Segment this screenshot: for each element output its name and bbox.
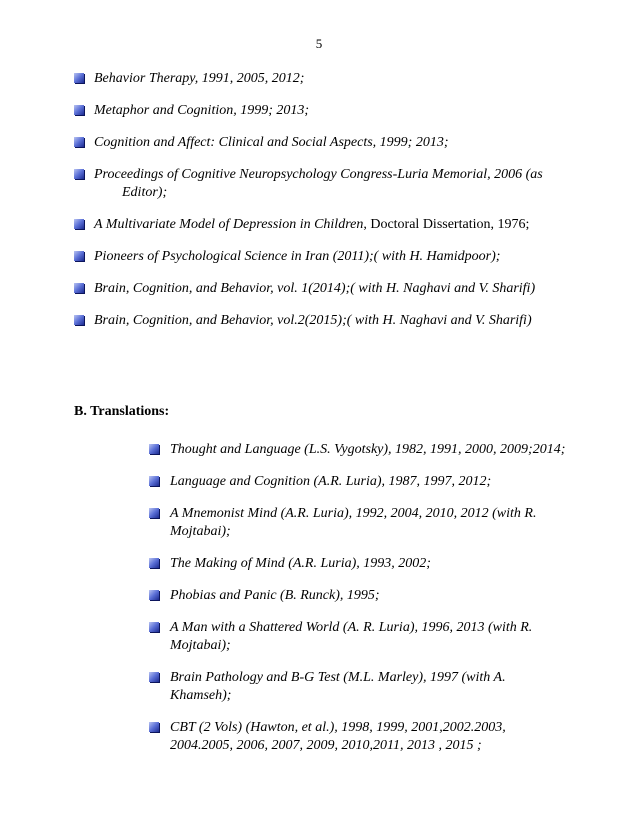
list-item: The Making of Mind (A.R. Luria), 1993, 2002; bbox=[149, 555, 587, 573]
square-bullet-icon bbox=[149, 558, 159, 568]
square-bullet-icon bbox=[149, 444, 159, 454]
square-bullet-icon bbox=[74, 283, 84, 293]
list-item: Behavior Therapy, 1991, 2005, 2012; bbox=[74, 70, 594, 88]
list-item: Brain, Cognition, and Behavior, vol.2(2015);( with H. Naghavi and V. Sharifi) bbox=[74, 312, 594, 330]
square-bullet-icon bbox=[149, 590, 159, 600]
section-heading: B. Translations: bbox=[74, 404, 170, 419]
books-list bbox=[74, 70, 594, 344]
square-bullet-icon bbox=[149, 672, 159, 682]
list-item: Brain Pathology and B-G Test (M.L. Marley), 1997 (with A. Khamseh); bbox=[149, 669, 587, 705]
translations-list bbox=[149, 441, 587, 769]
square-bullet-icon bbox=[149, 508, 159, 518]
square-bullet-icon bbox=[74, 219, 84, 229]
list-item: Metaphor and Cognition, 1999; 2013; bbox=[74, 102, 594, 120]
list-item: Pioneers of Psychological Science in Iran (2011);( with H. Hamidpoor); bbox=[74, 248, 594, 266]
list-item: Cognition and Affect: Clinical and Social Aspects, 1999; 2013; bbox=[74, 134, 594, 152]
square-bullet-icon bbox=[149, 622, 159, 632]
list-item: Brain, Cognition, and Behavior, vol. 1(2014);( with H. Naghavi and V. Sharifi) bbox=[74, 280, 594, 298]
square-bullet-icon bbox=[74, 105, 84, 115]
list-item: A Multivariate Model of Depression in Children, Doctoral Dissertation, 1976; bbox=[74, 216, 594, 234]
square-bullet-icon bbox=[74, 137, 84, 147]
square-bullet-icon bbox=[74, 169, 84, 179]
square-bullet-icon bbox=[74, 315, 84, 325]
square-bullet-icon bbox=[149, 476, 159, 486]
square-bullet-icon bbox=[149, 722, 159, 732]
list-item: A Man with a Shattered World (A. R. Luria), 1996, 2013 (with R. Mojtabai); bbox=[149, 619, 587, 655]
square-bullet-icon bbox=[74, 251, 84, 261]
list-item: Phobias and Panic (B. Runck), 1995; bbox=[149, 587, 587, 605]
page-number: 5 bbox=[315, 36, 323, 51]
list-item: CBT (2 Vols) (Hawton, et al.), 1998, 1999, 2001,2002.2003, 2004.2005, 2006, 2007, 2009, 2010,2011, 2013 , 2015 ; bbox=[149, 719, 587, 755]
square-bullet-icon bbox=[74, 73, 84, 83]
list-item: A Mnemonist Mind (A.R. Luria), 1992, 2004, 2010, 2012 (with R. Mojtabai); bbox=[149, 505, 587, 541]
list-item: Thought and Language (L.S. Vygotsky), 1982, 1991, 2000, 2009;2014; bbox=[149, 441, 587, 459]
list-item: Language and Cognition (A.R. Luria), 1987, 1997, 2012; bbox=[149, 473, 587, 491]
list-item: Proceedings of Cognitive Neuropsychology Congress-Luria Memorial, 2006 (as Editor); bbox=[74, 166, 594, 202]
